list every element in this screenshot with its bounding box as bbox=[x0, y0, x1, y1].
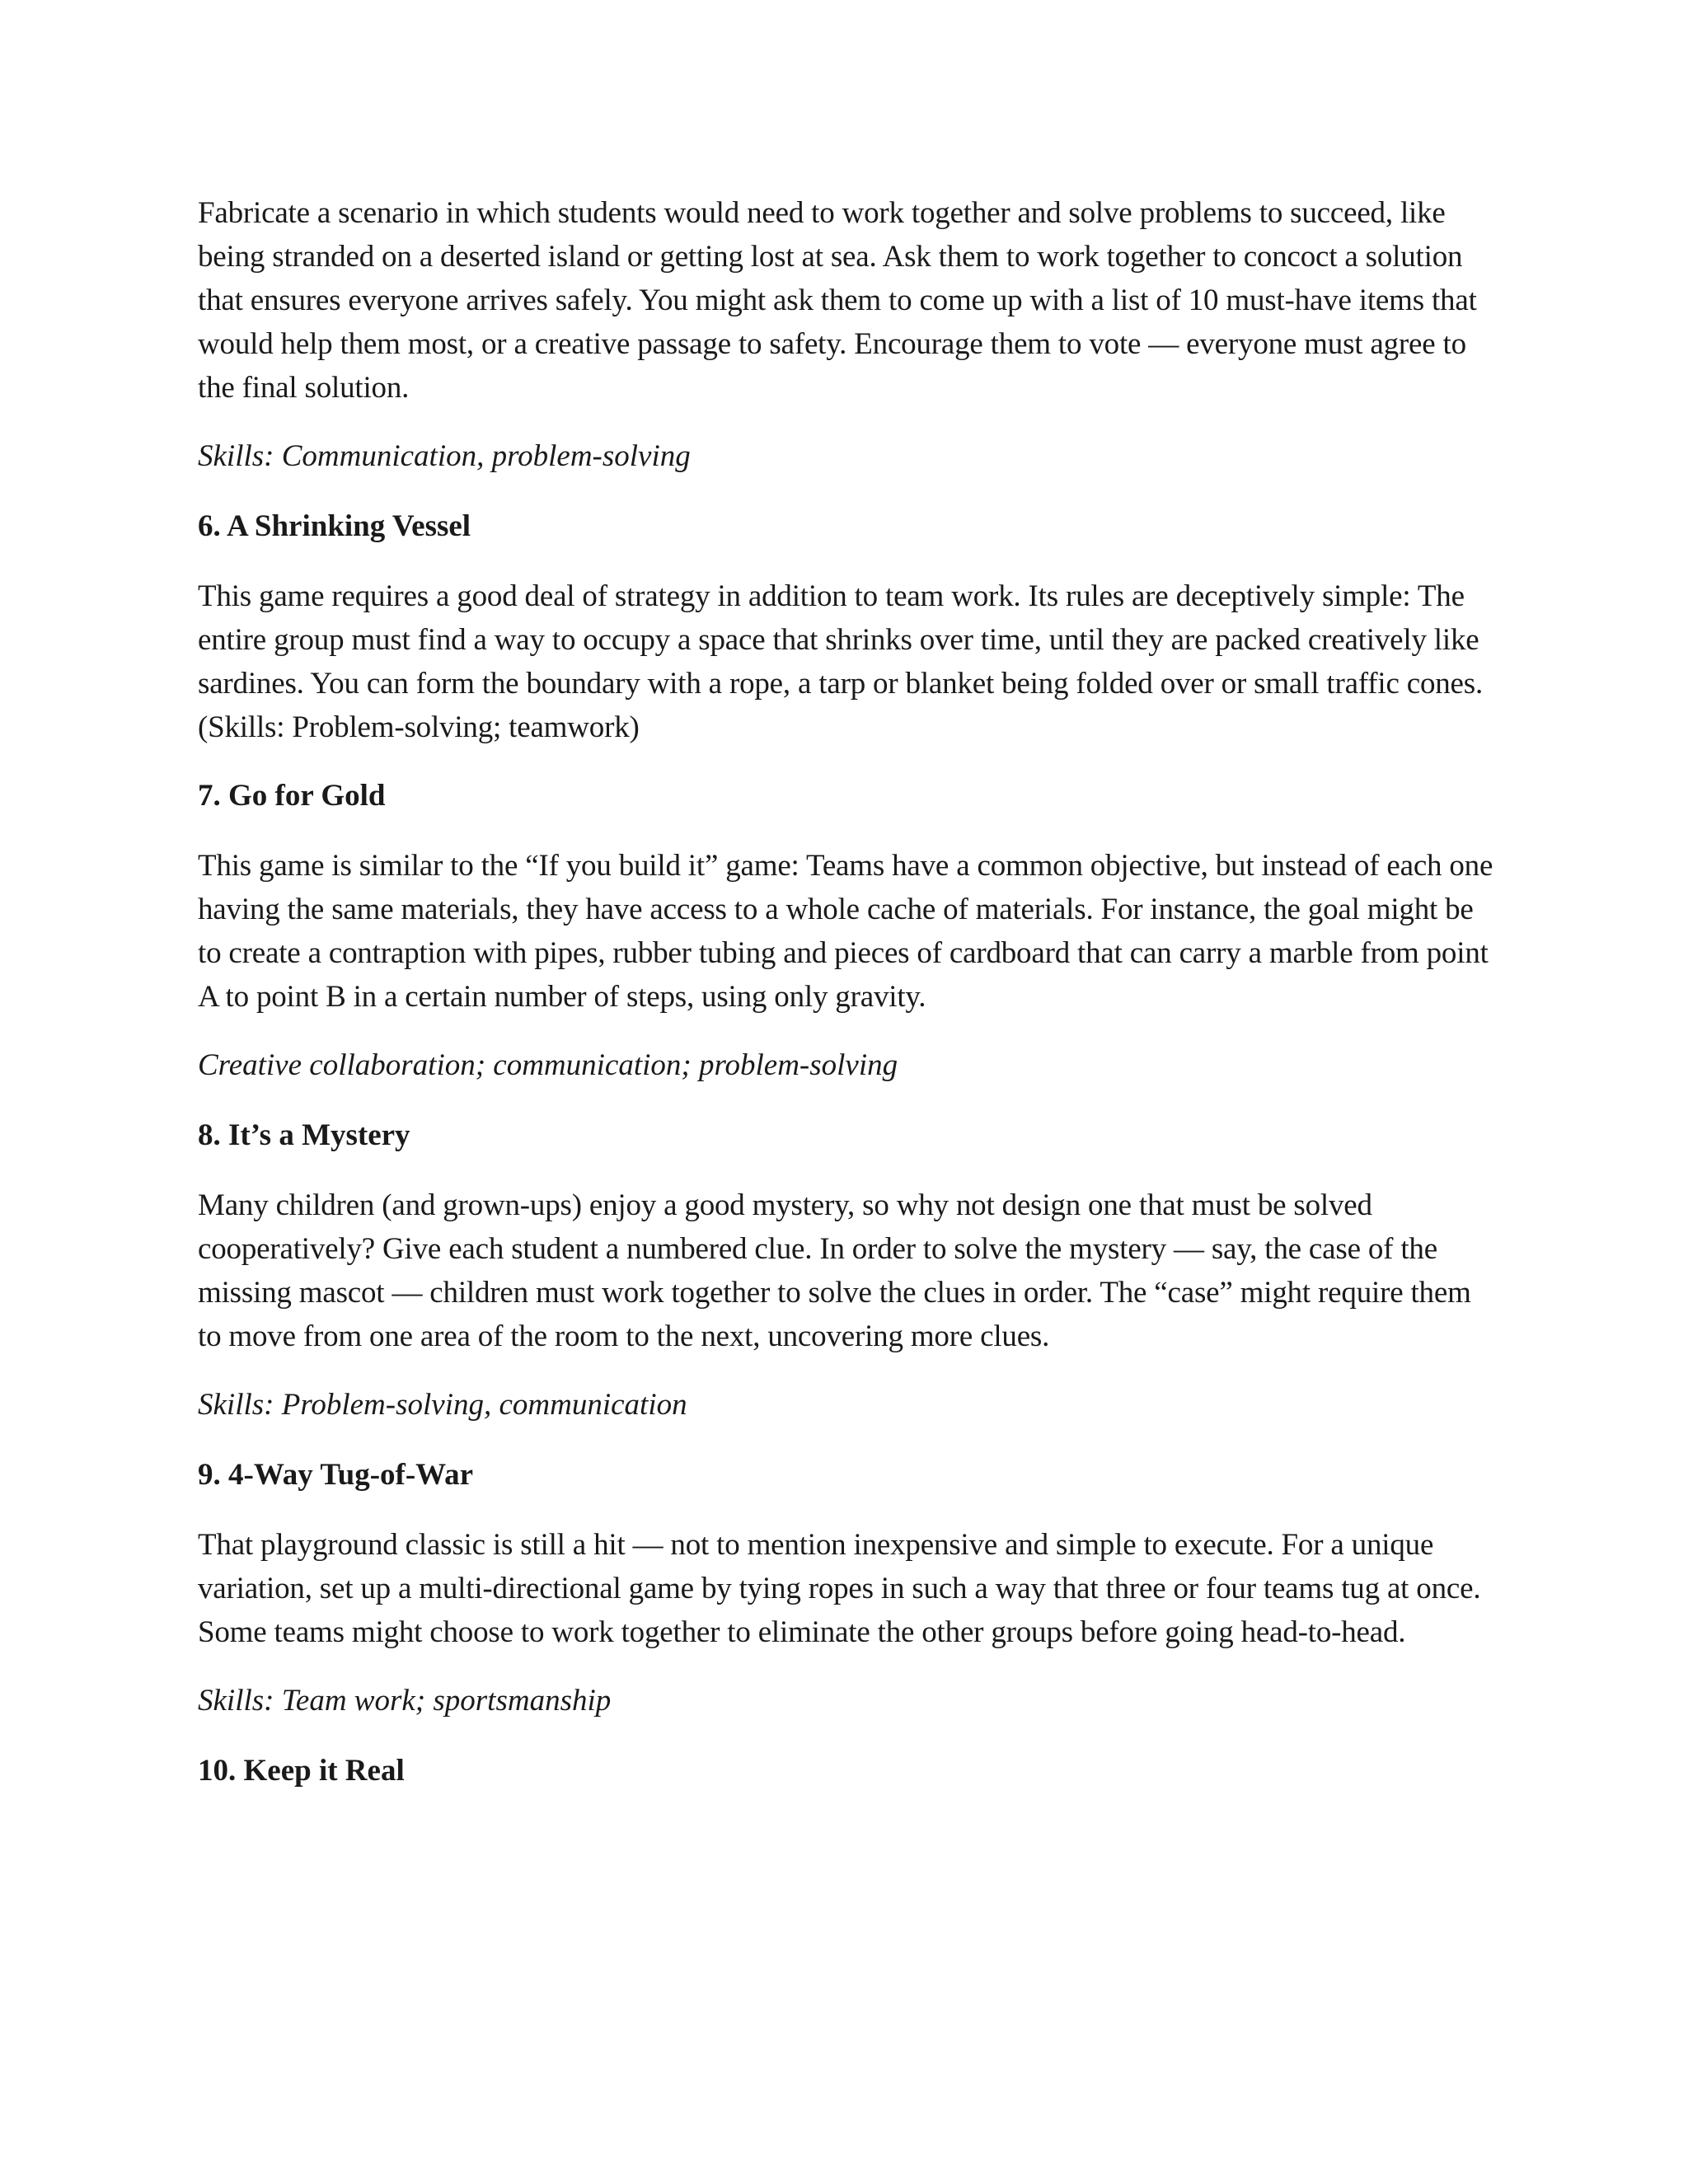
section-heading-its-a-mystery: 8. It’s a Mystery bbox=[198, 1118, 410, 1152]
section-heading-tug-of-war: 9. 4-Way Tug-of-War bbox=[198, 1458, 474, 1492]
section-body-shrinking-vessel: This game requires a good deal of strategy in addition to team work. Its rules are deceptively simple: The entire group must find a way to occupy a space that shrinks over time, until they are packed creatively like sardines. You can form the boundary with a rope, a tarp or blanket being folded over or small traffic cones. (Skills: Problem-solving; teamwork) bbox=[198, 579, 1484, 744]
section-body-go-for-gold: This game is similar to the “If you build it” game: Teams have a common objective, but instead of each one having the same materials, they have access to a whole cache of materials. For instance, the goal might be to create a contraption with pipes, rubber tubing and pieces of cardboard that can carry a marble from point A to point B in a certain number of steps, using only gravity. bbox=[198, 849, 1493, 1014]
section-skills-tug-of-war: Skills: Team work; sportsmanship bbox=[198, 1684, 612, 1718]
section-skills-its-a-mystery: Skills: Problem-solving, communication bbox=[198, 1388, 687, 1422]
section-heading-go-for-gold: 7. Go for Gold bbox=[198, 779, 386, 813]
page-content bbox=[198, 191, 1500, 1819]
intro-skills-line: Skills: Communication, problem-solving bbox=[198, 439, 691, 473]
section-heading-shrinking-vessel: 6. A Shrinking Vessel bbox=[198, 509, 471, 543]
section-skills-go-for-gold: Creative collaboration; communication; problem-solving bbox=[198, 1048, 898, 1082]
section-heading-keep-it-real: 10. Keep it Real bbox=[198, 1754, 405, 1788]
section-body-its-a-mystery: Many children (and grown-ups) enjoy a good mystery, so why not design one that must be solved cooperatively? Give each student a numbered clue. In order to solve the mystery — say, the case of the missing mascot — children must work together to solve the clues in order. The “case” might require them to move from one area of the room to the next, uncovering more clues. bbox=[198, 1188, 1471, 1353]
section-body-tug-of-war: That playground classic is still a hit — not to mention inexpensive and simple to execute. For a unique variation, set up a multi-directional game by tying ropes in such a way that three or four teams tug at once. Some teams might choose to work together to eliminate the other groups before going head-to-head. bbox=[198, 1528, 1481, 1649]
intro-paragraph: Fabricate a scenario in which students would need to work together and solve problems to succeed, like being stranded on a deserted island or getting lost at sea. Ask them to work together to concoct a solution that ensures everyone arrives safely. You might ask them to come up with a list of 10 must-have items that would help them most, or a creative passage to safety. Encourage them to vote — everyone must agree to the final solution. bbox=[198, 196, 1477, 405]
